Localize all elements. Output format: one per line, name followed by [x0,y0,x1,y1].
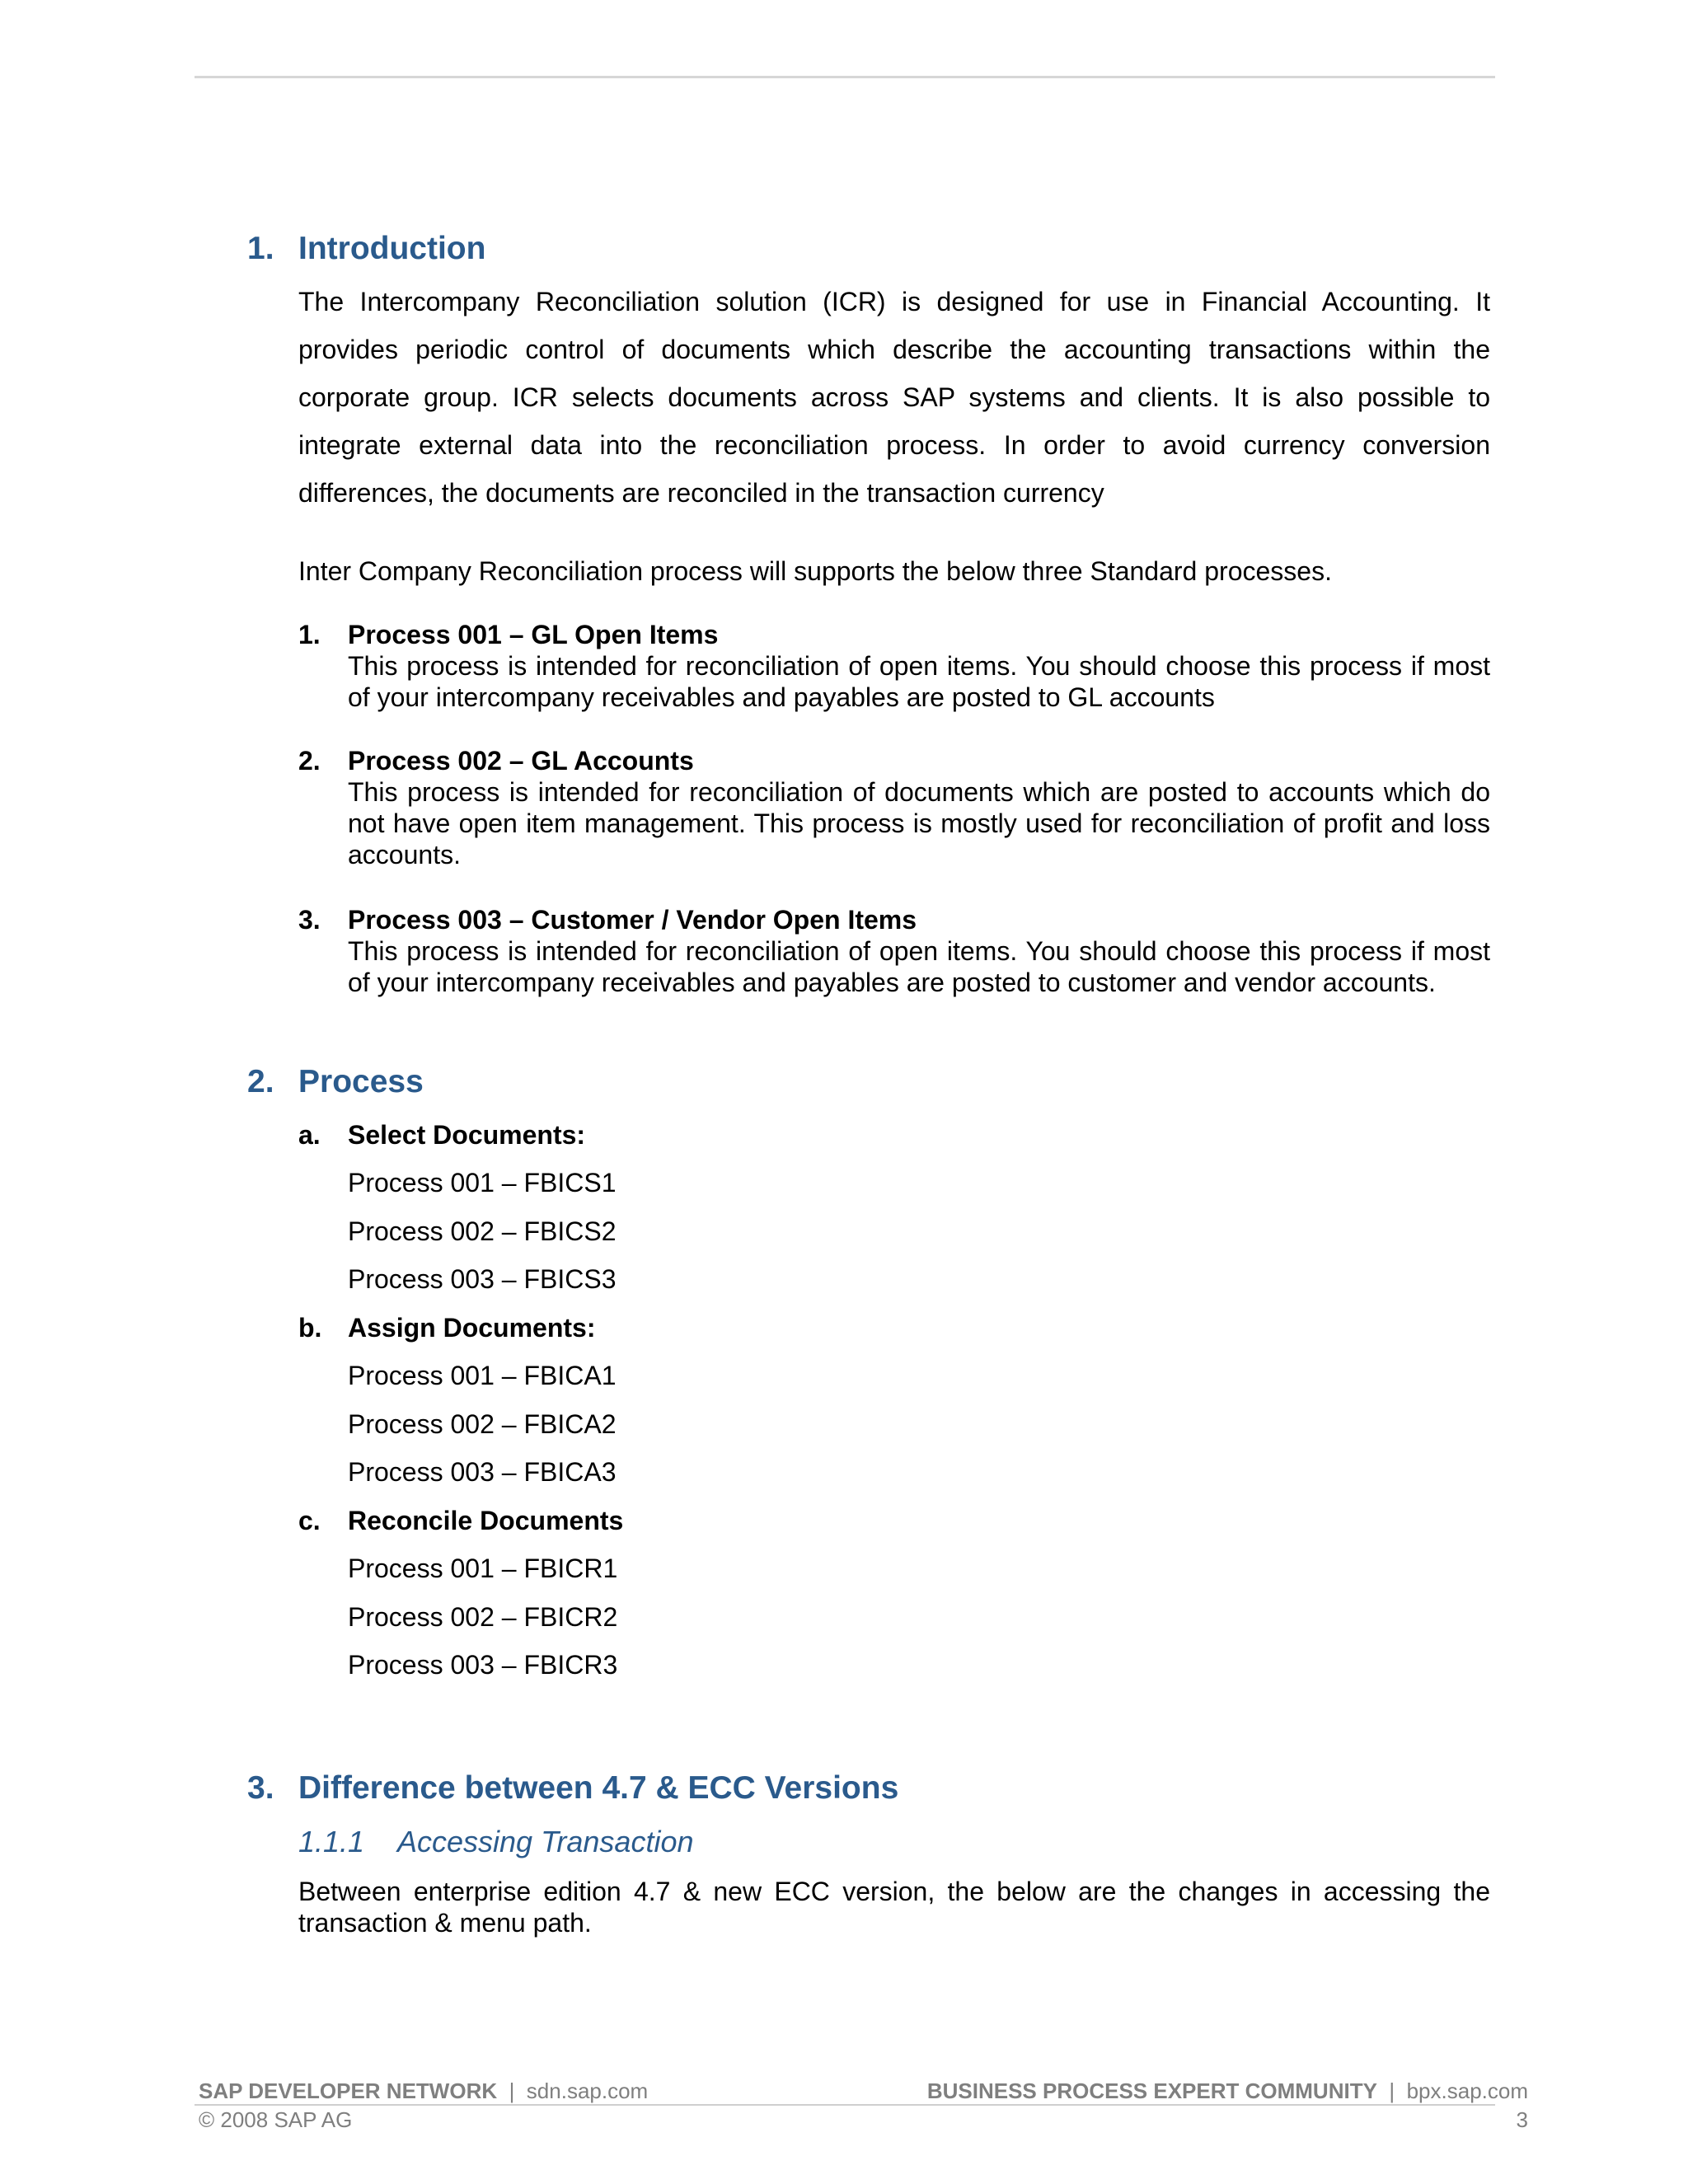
transaction-code: Process 002 – FBICR2 [348,1602,618,1632]
footer-copyright: © 2008 SAP AG [199,2107,353,2132]
process-group-title: Reconcile Documents [348,1506,624,1535]
transaction-code: Process 003 – FBICS3 [348,1264,617,1294]
list-item-process-001 [298,619,1490,713]
section-number: 1. [247,231,274,266]
transaction-code: Process 001 – FBICA1 [348,1361,617,1390]
subsection-title: Accessing Transaction [397,1825,694,1858]
footer-left [199,2079,648,2103]
process-group-select [298,1119,585,1151]
transaction-code: Process 003 – FBICA3 [348,1457,617,1487]
transaction-code: Process 003 – FBICR3 [348,1650,618,1680]
intro-processes-lead: Inter Company Reconciliation process will supports the below three Standard processes. [298,556,1332,586]
list-marker: 2. [298,746,321,776]
page-number: 3 [1516,2107,1528,2132]
list-marker: c. [298,1506,321,1535]
list-item-description: This process is intended for reconciliation of documents which are posted to accounts which do not have open item management. This process is mostly used for reconciliation of profit and loss accounts. [348,777,1490,869]
footer-sdn-link[interactable]: sdn.sap.com [526,2079,649,2103]
list-item-description: This process is intended for reconciliation of open items. You should choose this process if most of your intercompany receivables and payables are posted to GL accounts [348,651,1490,712]
section-title: Difference between 4.7 & ECC Versions [298,1770,899,1806]
list-item-process-002 [298,745,1490,870]
section-heading-introduction [247,230,485,268]
process-group-title: Assign Documents: [348,1313,596,1343]
list-marker: a. [298,1120,321,1150]
process-group-reconcile [298,1505,623,1536]
footer-sdn-label: SAP DEVELOPER NETWORK [199,2079,498,2103]
subsection-heading [298,1825,694,1859]
footer-rule [195,2104,1495,2106]
section-title: Introduction [298,231,486,266]
transaction-code: Process 002 – FBICA2 [348,1409,617,1439]
section-heading-difference [247,1769,898,1807]
list-marker: b. [298,1313,322,1343]
list-item-title: Process 002 – GL Accounts [348,746,694,776]
section-number: 3. [247,1770,274,1806]
process-group-assign [298,1312,595,1343]
section-number: 2. [247,1064,274,1099]
list-item-title: Process 003 – Customer / Vendor Open Items [348,905,917,935]
list-item-title: Process 001 – GL Open Items [348,620,719,649]
footer-separator: | [1389,2079,1395,2103]
footer-bpx-link[interactable]: bpx.sap.com [1406,2079,1528,2103]
transaction-code: Process 002 – FBICS2 [348,1216,617,1246]
transaction-code: Process 001 – FBICS1 [348,1168,617,1197]
list-item-process-003 [298,904,1490,998]
intro-paragraph: The Intercompany Reconciliation solution (ICR) is designed for use in Financial Accounting. It provides periodic control of documents which describe the accounting transactions within the corporate group. ICR selects documents across SAP systems and clients. It is also possible to integrate external data into the reconciliation process. In order to avoid currency conversion differences, the documents are reconciled in the transaction currency [298,287,1490,508]
header-rule [195,76,1495,78]
section-heading-process [247,1063,424,1101]
subsection-number: 1.1.1 [298,1825,365,1858]
footer-right [927,2079,1528,2103]
process-group-title: Select Documents: [348,1120,586,1150]
section-title: Process [298,1064,424,1099]
footer-bpx-label: BUSINESS PROCESS EXPERT COMMUNITY [926,2079,1377,2103]
list-marker: 1. [298,620,321,649]
list-marker: 3. [298,905,321,935]
transaction-code: Process 001 – FBICR1 [348,1554,618,1583]
subsection-text: Between enterprise edition 4.7 & new ECC version, the below are the changes in accessing the transaction & menu path. [298,1877,1490,1938]
list-item-description: This process is intended for reconciliation of open items. You should choose this process if most of your intercompany receivables and payables are posted to customer and vendor accounts. [348,936,1490,997]
footer-separator: | [509,2079,515,2103]
